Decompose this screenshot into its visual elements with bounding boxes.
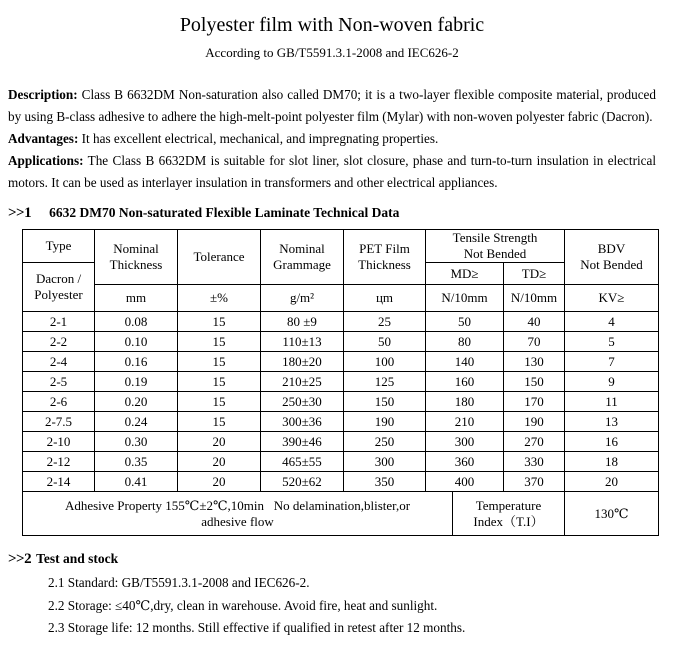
description-paragraph bbox=[8, 84, 656, 128]
table-cell: 2-1 bbox=[23, 312, 95, 332]
header-nominal-grammage-line1: Nominal bbox=[279, 241, 325, 256]
header-nominal-grammage-line2: Grammage bbox=[273, 257, 331, 272]
table-cell: 0.30 bbox=[95, 432, 178, 452]
table-cell: 50 bbox=[426, 312, 504, 332]
table-cell: 130 bbox=[504, 352, 565, 372]
table-cell: 270 bbox=[504, 432, 565, 452]
unit-tolerance: ±% bbox=[178, 285, 261, 312]
table-cell: 15 bbox=[178, 312, 261, 332]
header-pet-film-line1: PET Film bbox=[359, 241, 410, 256]
table-cell: 250±30 bbox=[261, 392, 344, 412]
section-2-heading bbox=[8, 549, 656, 569]
table-cell: 0.19 bbox=[95, 372, 178, 392]
applications-paragraph bbox=[8, 150, 656, 194]
table-cell: 370 bbox=[504, 472, 565, 492]
header-bdv-line1: BDV bbox=[597, 241, 626, 256]
table-cell: 0.24 bbox=[95, 412, 178, 432]
unit-mm: mm bbox=[95, 285, 178, 312]
technical-data-table bbox=[22, 229, 659, 536]
table-cell: 40 bbox=[504, 312, 565, 332]
table-cell: 11 bbox=[565, 392, 659, 412]
table-cell: 80 ±9 bbox=[261, 312, 344, 332]
temperature-index-line2: Index（T.I） bbox=[473, 513, 544, 529]
table-cell: 190 bbox=[504, 412, 565, 432]
header-bdv-line2: Not Bended bbox=[580, 257, 643, 272]
table-cell: 2-10 bbox=[23, 432, 95, 452]
table-cell: 2-6 bbox=[23, 392, 95, 412]
table-cell: 15 bbox=[178, 372, 261, 392]
table-cell: 2-4 bbox=[23, 352, 95, 372]
table-cell: 18 bbox=[565, 452, 659, 472]
header-td: TD≥ bbox=[504, 263, 565, 285]
table-cell: 125 bbox=[344, 372, 426, 392]
table-row bbox=[23, 432, 659, 452]
table-footer-row bbox=[23, 492, 659, 536]
section-1-prefix: >>1 bbox=[8, 205, 32, 221]
section-1-heading bbox=[8, 203, 656, 223]
table-cell: 2-2 bbox=[23, 332, 95, 352]
unit-md: N/10mm bbox=[426, 285, 504, 312]
header-nominal-grammage bbox=[261, 230, 344, 285]
description-label: Description: bbox=[8, 87, 78, 102]
header-type-sub bbox=[23, 263, 95, 312]
table-row bbox=[23, 352, 659, 372]
table-cell: 330 bbox=[504, 452, 565, 472]
advantages-label: Advantages: bbox=[8, 131, 79, 146]
header-tensile-line2: Not Bended bbox=[463, 246, 527, 261]
table-cell: 360 bbox=[426, 452, 504, 472]
table-cell: 20 bbox=[565, 472, 659, 492]
adhesive-property-line1: Adhesive Property 155℃±2℃,10min No delamination,blister,or bbox=[64, 497, 411, 513]
section-2-title: Test and stock bbox=[36, 551, 119, 566]
list-item: 2.1 Standard: GB/T5591.3.1-2008 and IEC626-2. bbox=[48, 575, 310, 590]
table-cell: 15 bbox=[178, 332, 261, 352]
header-tensile-strength bbox=[426, 230, 565, 263]
applications-text: The Class B 6632DM is suitable for slot liner, slot closure, phase and turn-to-turn insulation in electrical motors. It can be used as interlayer insulation in transformers and other electrical appliances. bbox=[8, 153, 657, 190]
temperature-index-cell bbox=[453, 492, 565, 536]
table-cell: 400 bbox=[426, 472, 504, 492]
header-tolerance: Tolerance bbox=[178, 230, 261, 285]
table-cell: 80 bbox=[426, 332, 504, 352]
table-row bbox=[23, 392, 659, 412]
document-content bbox=[0, 12, 680, 640]
list-item: 2.3 Storage life: 12 months. Still effective if qualified in retest after 12 months. bbox=[48, 620, 466, 635]
table-cell: 2-5 bbox=[23, 372, 95, 392]
table-cell: 4 bbox=[565, 312, 659, 332]
table-cell: 20 bbox=[178, 452, 261, 472]
table-cell: 150 bbox=[344, 392, 426, 412]
table-row bbox=[23, 472, 659, 492]
description-text: Class B 6632DM Non-saturation also called DM70; it is a two-layer flexible composite material, produced by using B-class adhesive to adhere the high-melt-point polyester film (Mylar) with non-woven polyester fabric (Dacron). bbox=[8, 87, 656, 124]
adhesive-property-cell bbox=[23, 492, 453, 536]
header-units-row bbox=[23, 285, 659, 312]
table-cell: 350 bbox=[344, 472, 426, 492]
table-cell: 16 bbox=[565, 432, 659, 452]
table-cell: 0.41 bbox=[95, 472, 178, 492]
table-cell: 210±25 bbox=[261, 372, 344, 392]
table-cell: 250 bbox=[344, 432, 426, 452]
table-cell: 15 bbox=[178, 412, 261, 432]
table-cell: 13 bbox=[565, 412, 659, 432]
table-cell: 2-14 bbox=[23, 472, 95, 492]
table-cell: 7 bbox=[565, 352, 659, 372]
section-1-title: 6632 DM70 Non-saturated Flexible Laminate Technical Data bbox=[49, 205, 400, 220]
table-cell: 25 bbox=[344, 312, 426, 332]
header-pet-film-thickness bbox=[344, 230, 426, 285]
table-cell: 140 bbox=[426, 352, 504, 372]
table-cell: 0.10 bbox=[95, 332, 178, 352]
section-2-prefix: >>2 bbox=[8, 551, 32, 567]
table-cell: 5 bbox=[565, 332, 659, 352]
table-cell: 100 bbox=[344, 352, 426, 372]
table-cell: 390±46 bbox=[261, 432, 344, 452]
header-row-1 bbox=[23, 230, 659, 263]
page-title: Polyester film with Non-woven fabric bbox=[179, 14, 485, 36]
table-cell: 150 bbox=[504, 372, 565, 392]
header-nominal-thickness-line1: Nominal bbox=[113, 241, 159, 256]
table-cell: 190 bbox=[344, 412, 426, 432]
table-cell: 465±55 bbox=[261, 452, 344, 472]
header-type-sub-line2: Polyester bbox=[34, 287, 83, 302]
header-bdv bbox=[565, 230, 659, 285]
test-and-stock-list bbox=[8, 572, 656, 640]
intro-paragraphs bbox=[8, 84, 656, 194]
table-cell: 0.16 bbox=[95, 352, 178, 372]
table-cell: 2-7.5 bbox=[23, 412, 95, 432]
temperature-index-value: 130℃ bbox=[565, 492, 659, 536]
header-nominal-thickness-line2: Thickness bbox=[109, 257, 163, 272]
table-cell: 70 bbox=[504, 332, 565, 352]
header-tensile-line1: Tensile Strength bbox=[452, 230, 538, 245]
header-pet-film-line2: Thickness bbox=[358, 257, 411, 272]
table-cell: 0.35 bbox=[95, 452, 178, 472]
table-cell: 300 bbox=[426, 432, 504, 452]
table-cell: 160 bbox=[426, 372, 504, 392]
temperature-index-line1: Temperature bbox=[475, 497, 542, 513]
table-cell: 0.20 bbox=[95, 392, 178, 412]
table-cell: 2-12 bbox=[23, 452, 95, 472]
advantages-text: It has excellent electrical, mechanical, and impregnating properties. bbox=[81, 131, 439, 146]
applications-label: Applications: bbox=[8, 153, 84, 168]
header-type: Type bbox=[23, 230, 95, 263]
table-row bbox=[23, 412, 659, 432]
table-cell: 20 bbox=[178, 432, 261, 452]
list-item: 2.2 Storage: ≤40℃,dry, clean in warehouse. Avoid fire, heat and sunlight. bbox=[48, 597, 438, 613]
table-cell: 110±13 bbox=[261, 332, 344, 352]
header-nominal-thickness bbox=[95, 230, 178, 285]
unit-pet: цm bbox=[344, 285, 426, 312]
table-row bbox=[23, 312, 659, 332]
table-row bbox=[23, 372, 659, 392]
table-cell: 15 bbox=[178, 392, 261, 412]
unit-grammage: g/m² bbox=[261, 285, 344, 312]
table-cell: 20 bbox=[178, 472, 261, 492]
adhesive-property-line2: adhesive flow bbox=[201, 513, 274, 529]
unit-bdv: KV≥ bbox=[565, 285, 659, 312]
table-cell: 50 bbox=[344, 332, 426, 352]
table-cell: 520±62 bbox=[261, 472, 344, 492]
table-cell: 9 bbox=[565, 372, 659, 392]
table-row bbox=[23, 332, 659, 352]
page-subtitle: According to GB/T5591.3.1-2008 and IEC626-2 bbox=[205, 45, 459, 60]
table-cell: 300±36 bbox=[261, 412, 344, 432]
table-cell: 210 bbox=[426, 412, 504, 432]
table-cell: 0.08 bbox=[95, 312, 178, 332]
header-md: MD≥ bbox=[426, 263, 504, 285]
table-cell: 180±20 bbox=[261, 352, 344, 372]
table-cell: 180 bbox=[426, 392, 504, 412]
table-cell: 170 bbox=[504, 392, 565, 412]
table-cell: 15 bbox=[178, 352, 261, 372]
unit-td: N/10mm bbox=[504, 285, 565, 312]
table-row bbox=[23, 452, 659, 472]
header-type-sub-line1: Dacron / bbox=[35, 271, 82, 286]
advantages-paragraph bbox=[8, 128, 656, 150]
table-cell: 300 bbox=[344, 452, 426, 472]
